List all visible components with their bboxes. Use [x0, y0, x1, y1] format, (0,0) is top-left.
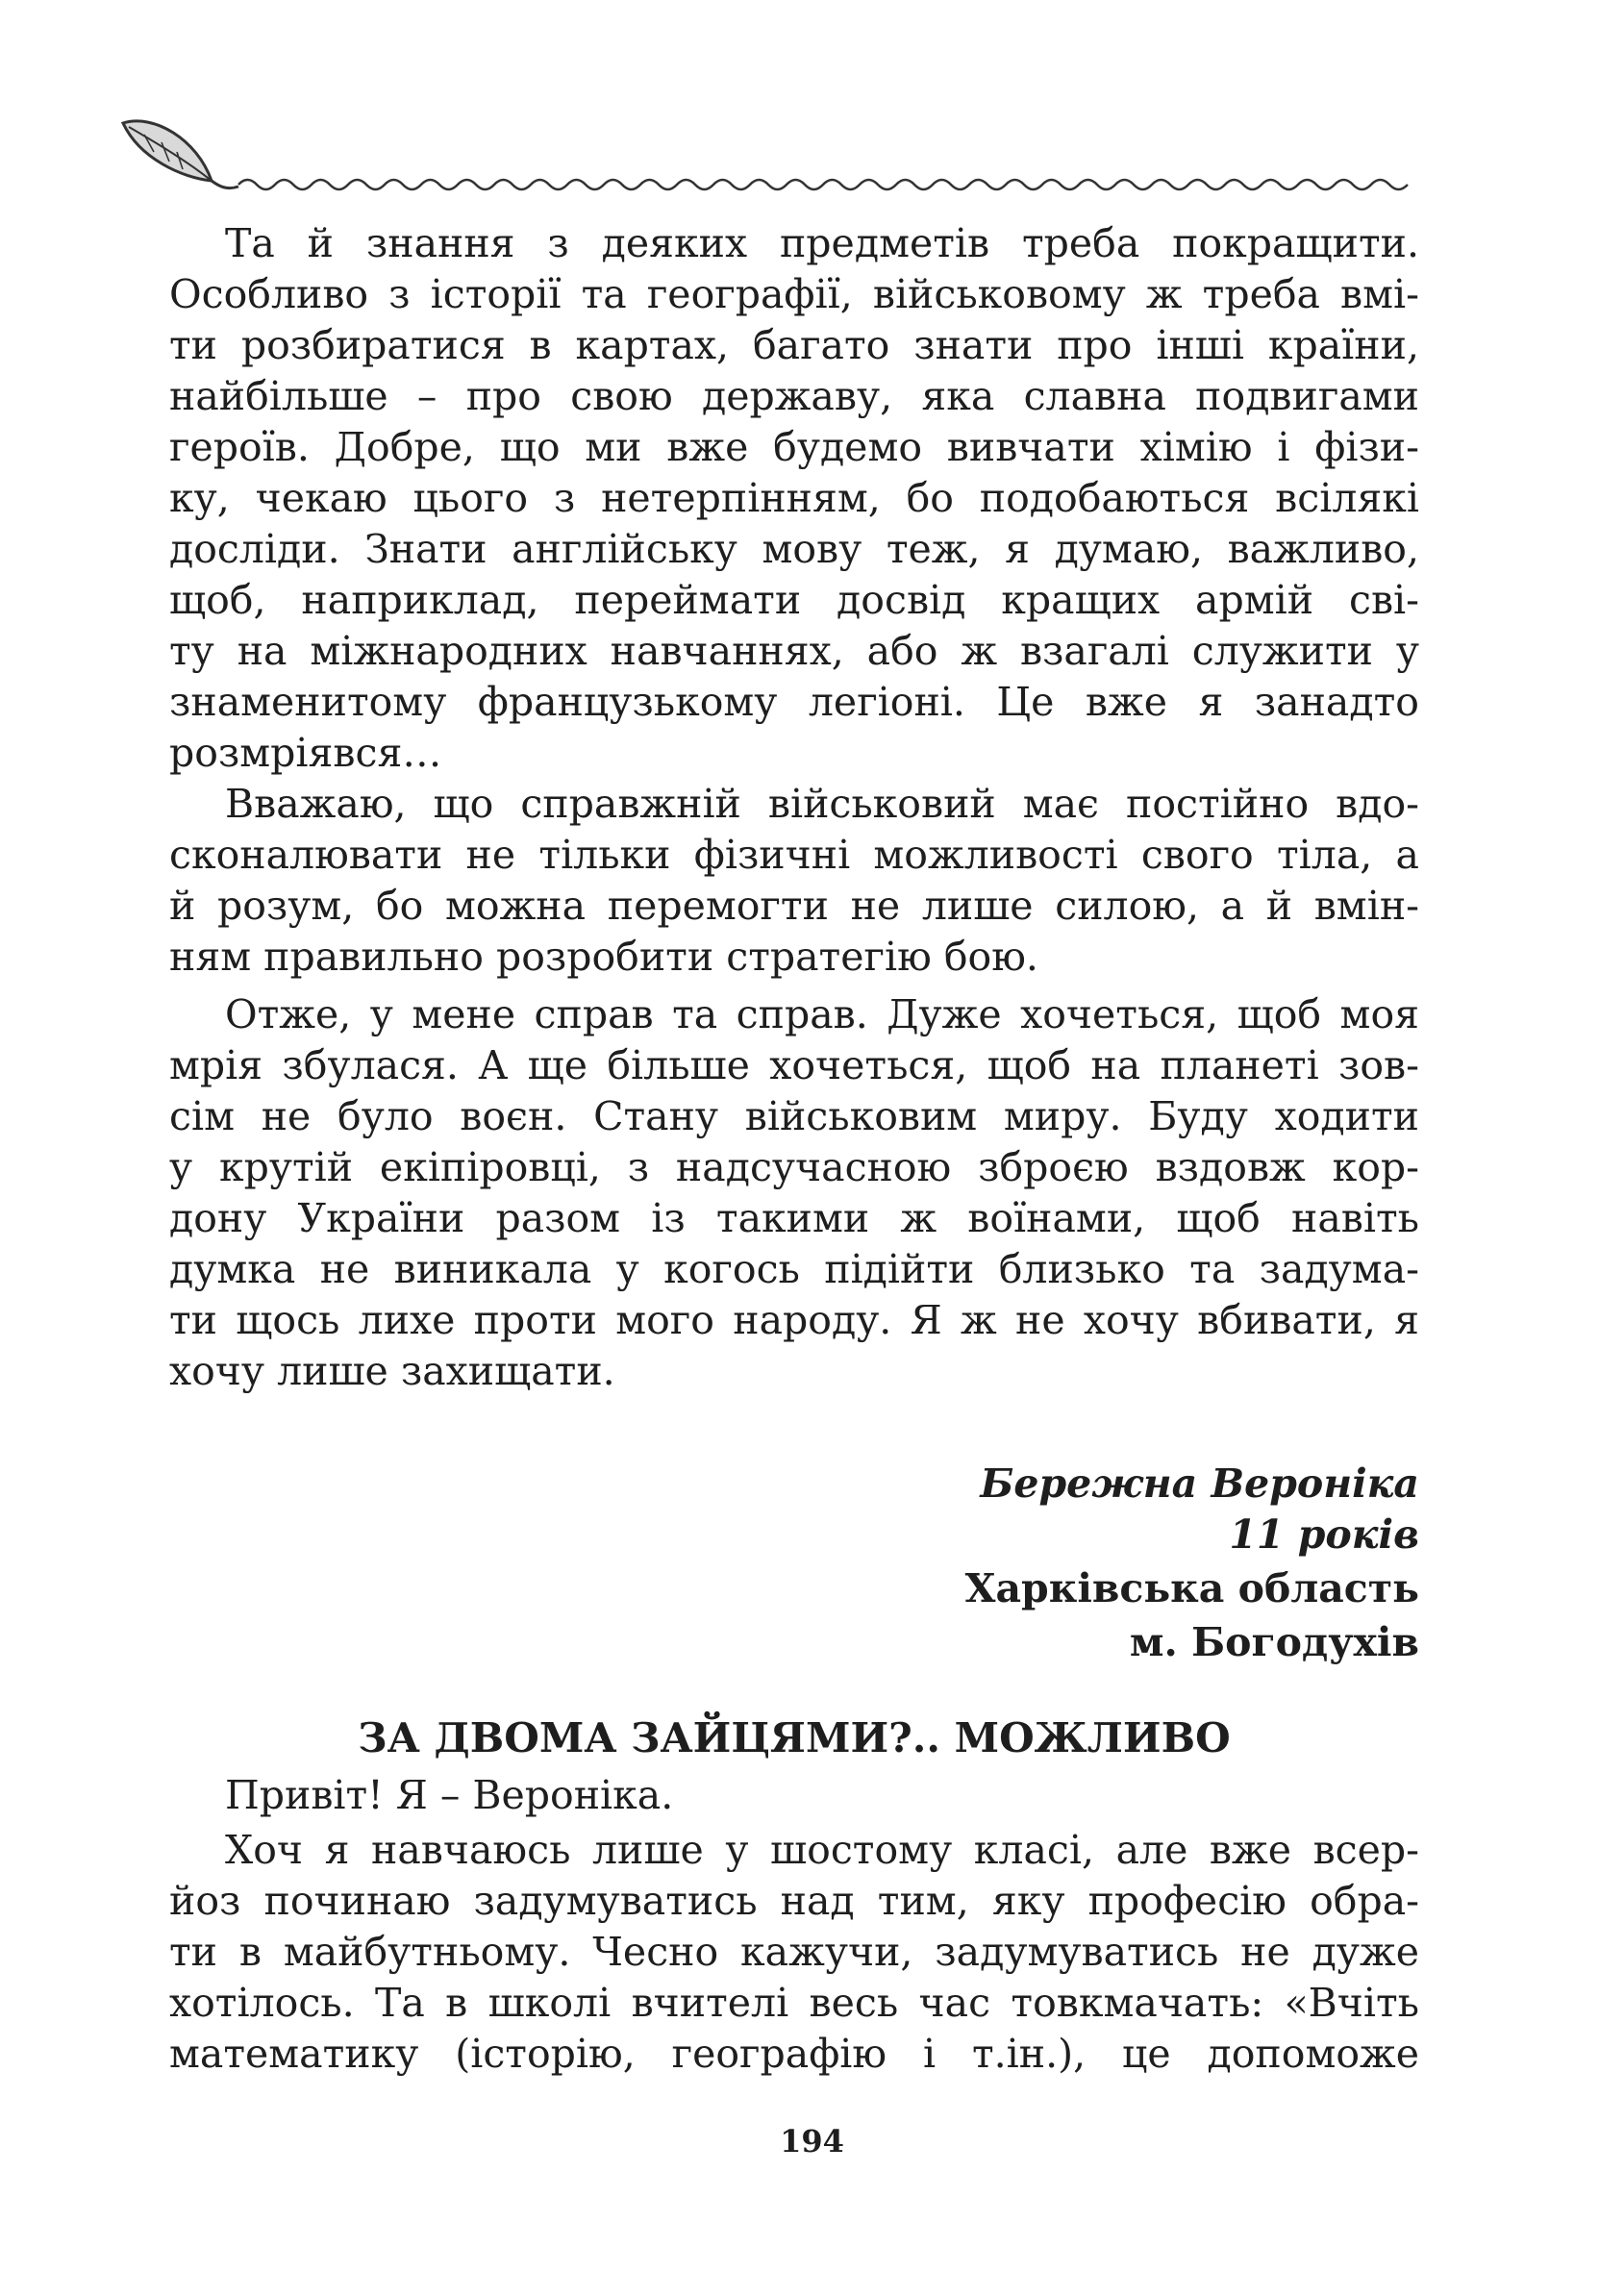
paragraph-3-line-7: ти щось лихе проти мого народу. Я ж не хочу вбивати, я	[169, 1297, 1419, 1343]
paragraph-3-line-6: думка не виникала у когось підійти близько та задума-	[169, 1246, 1419, 1292]
author-city: м. Богодухів	[1129, 1619, 1419, 1665]
author-region: Харківська область	[964, 1565, 1419, 1611]
paragraph-3-line-5: дону України разом із такими ж воїнами, щоб навіть	[169, 1195, 1419, 1241]
paragraph-2-line-4: ням правильно розробити стратегію бою.	[169, 934, 1038, 980]
paragraph-3-line-3: сім не було воєн. Стану військовим миру. Буду ходити	[169, 1093, 1419, 1139]
section-paragraph-2-line-4: хотілось. Та в школі вчителі весь час товкмачать: «Вчіть	[169, 1980, 1419, 2026]
paragraph-3-line-4: у крутій екіпіровці, з надсучасною зброєю вздовж кор-	[169, 1144, 1419, 1190]
paragraph-3-line-1: Отже, у мене справ та справ. Дуже хочеться, щоб моя	[225, 991, 1419, 1037]
paragraph-1-line-6: ку, чекаю цього з нетерпінням, бо подобаються всілякі	[169, 475, 1419, 521]
paragraph-1-line-1: Та й знання з деяких предметів треба покращити.	[225, 220, 1419, 266]
leaf-wave-ornament	[115, 106, 1442, 202]
paragraph-1-line-7: досліди. Знати англійську мову теж, я думаю, важливо,	[169, 526, 1419, 572]
author-age: 11 років	[1229, 1511, 1419, 1558]
paragraph-3-line-8: хочу лише захищати.	[169, 1348, 615, 1394]
paragraph-1-line-4: найбільше – про свою державу, яка славна подвигами	[169, 373, 1419, 419]
paragraph-2-line-2: сконалювати не тільки фізичні можливості свого тіла, а	[169, 832, 1419, 878]
section-paragraph-2-line-1: Хоч я навчаюсь лише у шостому класі, але вже всер-	[225, 1827, 1419, 1873]
paragraph-1-line-10: знаменитому французькому легіоні. Це вже я занадто	[169, 679, 1419, 725]
section-paragraph-2-line-3: ти в майбутньому. Чесно кажучи, задумуватись не дуже	[169, 1929, 1419, 1975]
section-heading: ЗА ДВОМА ЗАЙЦЯМИ?.. МОЖЛИВО	[358, 1714, 1231, 1761]
page-number: 194	[780, 2123, 844, 2160]
wavy-line	[238, 180, 1408, 189]
section-paragraph-1-line-1: Привіт! Я – Вероніка.	[225, 1772, 674, 1818]
paragraph-1-line-5: героїв. Добре, що ми вже будемо вивчати хімію і фізи-	[169, 424, 1419, 470]
paragraph-1-line-9: ту на міжнародних навчаннях, або ж взагалі служити у	[169, 628, 1419, 674]
paragraph-2-line-3: й розум, бо можна перемогти не лише силою, а й вмін-	[169, 883, 1419, 929]
paragraph-1-line-11: розмріявся…	[169, 730, 442, 776]
section-paragraph-2-line-5: математику (історію, географію і т.ін.), це допоможе	[169, 2031, 1419, 2077]
paragraph-1-line-2: Особливо з історії та географії, військовому ж треба вмі-	[169, 271, 1419, 317]
paragraph-1-line-8: щоб, наприклад, переймати досвід кращих армій сві-	[169, 577, 1419, 623]
leaf-icon	[123, 121, 238, 188]
paragraph-1-line-3: ти розбиратися в картах, багато знати про інші країни,	[169, 322, 1419, 368]
author-name: Бережна Вероніка	[980, 1461, 1419, 1507]
paragraph-3-line-2: мрія збулася. А ще більше хочеться, щоб на планеті зов-	[169, 1042, 1419, 1088]
paragraph-2-line-1: Вважаю, що справжній військовий має постійно вдо-	[225, 781, 1419, 827]
section-paragraph-2-line-2: йоз починаю задумуватись над тим, яку професію обра-	[169, 1878, 1419, 1924]
